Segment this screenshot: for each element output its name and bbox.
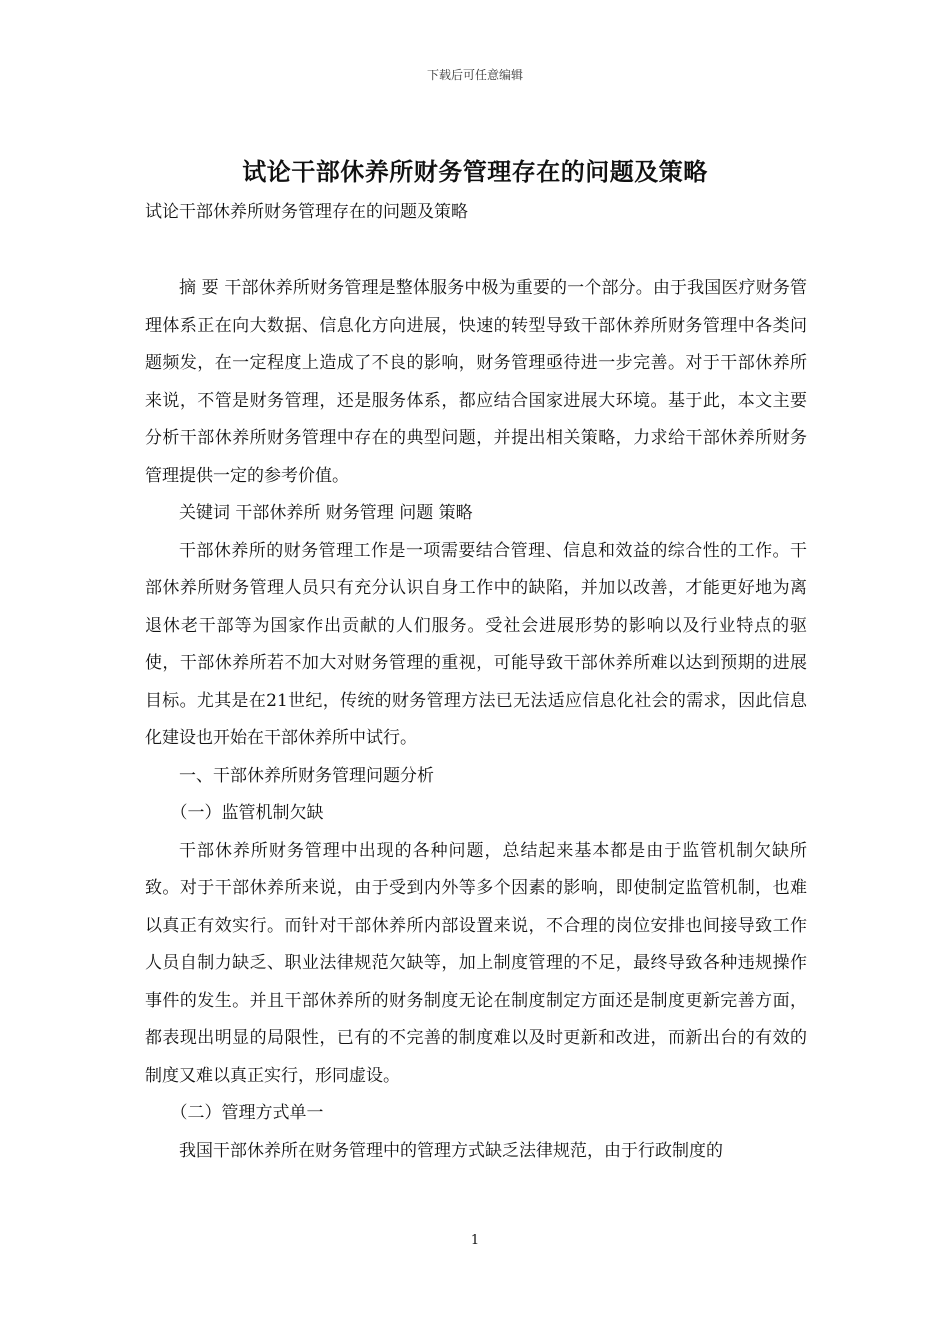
document-subtitle: 试论干部休养所财务管理存在的问题及策略: [145, 202, 468, 222]
header-note: 下载后可任意编辑: [426, 68, 523, 82]
section-heading-1: 一、干部休养所财务管理问题分析: [179, 765, 434, 786]
subsection-heading-2: （二）管理方式单一: [170, 1103, 324, 1123]
body-paragraph: 我国干部休养所在财务管理中的管理方式缺乏法律规范，由于行政制度的: [179, 1140, 723, 1161]
document-body: [145, 270, 807, 1170]
subsection-heading-1: （一）监管机制欠缺: [170, 803, 324, 823]
body-paragraph: 干部休养所财务管理中出现的各种问题，总结起来基本都是由于监管机制欠缺所致。对于干部休养所来说，由于受到内外等多个因素的影响，即使制定监管机制，也难以真正有效实行。而针对干部休养所内部设置来说，不合理的岗位安排也间接导致工作人员自制力缺乏、职业法律规范欠缺等，加上制度管理的不足，最终导致各种违规操作事件的发生。并且干部休养所的财务制度无论在制度制定方面还是制度更新完善方面，都表现出明显的局限性，已有的不完善的制度难以及时更新和改进，而新出台的有效的制度又难以真正实行，形同虚设。: [145, 840, 807, 1086]
page-number: 1: [470, 1233, 480, 1248]
document-title: 试论干部休养所财务管理存在的问题及策略: [242, 158, 708, 186]
keywords-paragraph: 关键词 干部休养所 财务管理 问题 策略: [179, 503, 473, 523]
intro-paragraph: 干部休养所的财务管理工作是一项需要结合管理、信息和效益的综合性的工作。干部休养所财务管理人员只有充分认识自身工作中的缺陷，并加以改善，才能更好地为离退休老干部等为国家作出贡献的人们服务。受社会进展形势的影响以及行业特点的驱使，干部休养所若不加大对财务管理的重视，可能导致干部休养所难以达到预期的进展目标。尤其是在21世纪，传统的财务管理方法已无法适应信息化社会的需求，因此信息化建设也开始在干部休养所中试行。: [145, 540, 807, 748]
abstract-paragraph: 摘 要 干部休养所财务管理是整体服务中极为重要的一个部分。由于我国医疗财务管理体系正在向大数据、信息化方向进展，快速的转型导致干部休养所财务管理中各类问题频发，在一定程度上造成了不良的影响，财务管理亟待进一步完善。对于干部休养所来说，不管是财务管理，还是服务体系，都应结合国家进展大环境。基于此，本文主要分析干部休养所财务管理中存在的典型问题，并提出相关策略，力求给干部休养所财务管理提供一定的参考价值。: [145, 278, 807, 486]
